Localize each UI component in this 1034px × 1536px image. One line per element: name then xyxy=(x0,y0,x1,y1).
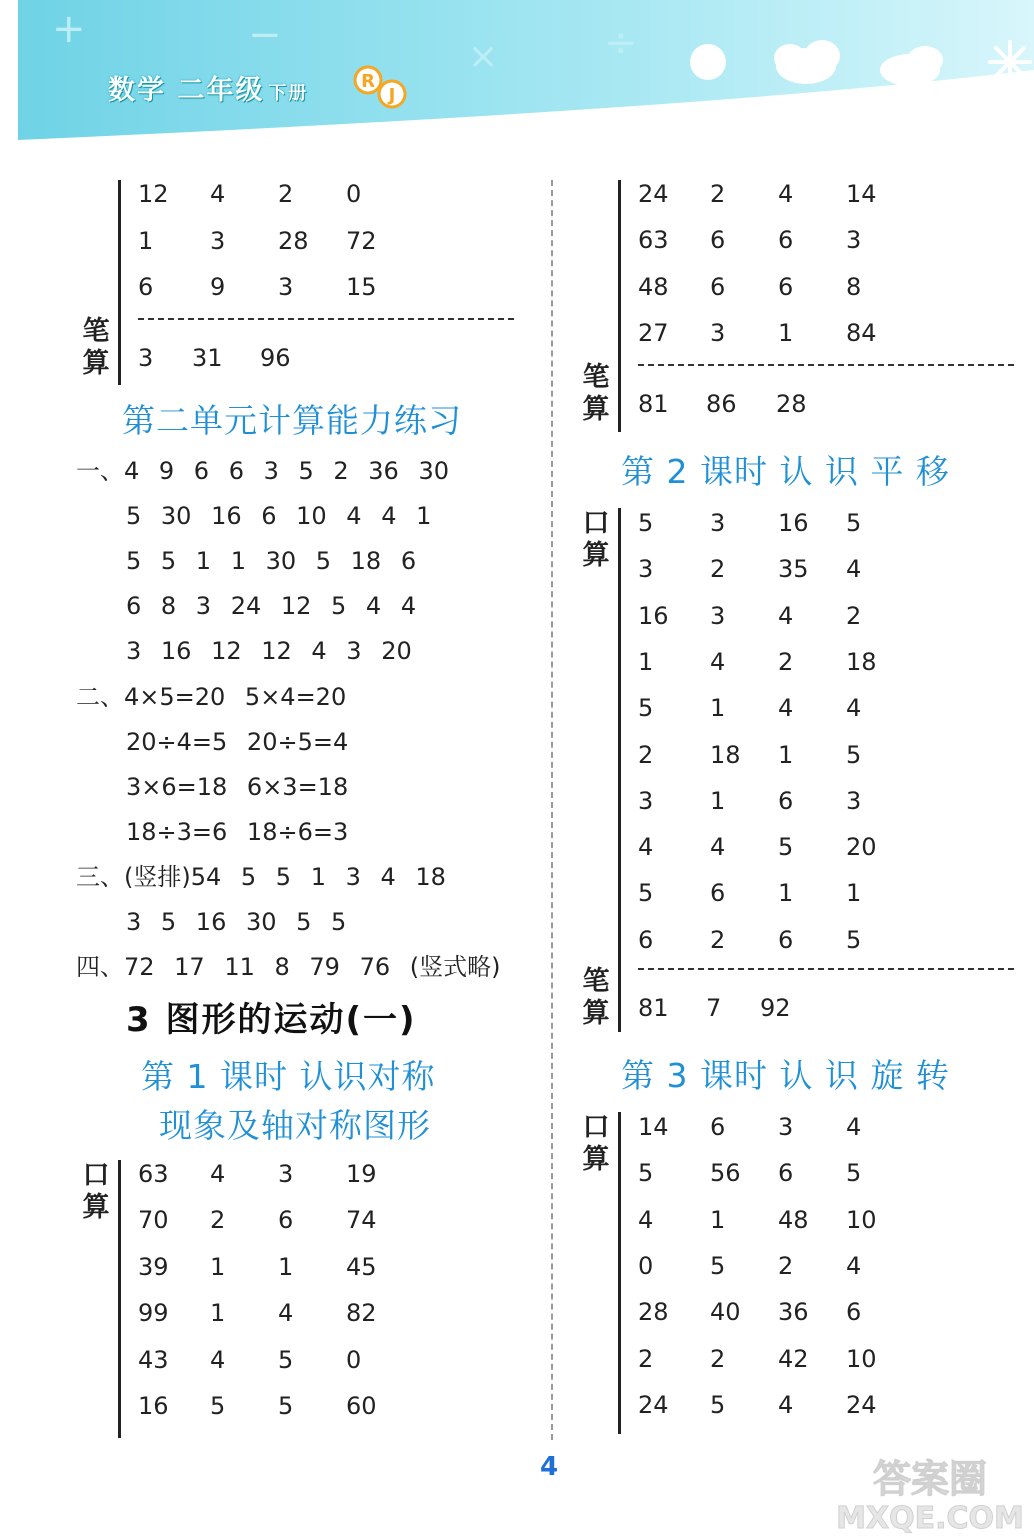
answer-cell: 24 xyxy=(638,1390,669,1419)
answer-cell: 3 xyxy=(710,509,726,537)
answer-cell: 1 xyxy=(846,879,862,908)
answer-cell: 1 xyxy=(778,740,794,769)
answer-cell: 99 xyxy=(138,1299,169,1328)
answer-cell: 12 xyxy=(138,180,169,208)
answer-cell: 8 xyxy=(846,272,862,301)
lesson1-title-line2: 现象及轴对称图形 xyxy=(159,1106,431,1145)
answer-cell: 42 xyxy=(778,1344,809,1373)
written-answer: 7 xyxy=(706,994,722,1022)
answer-cell: 72 xyxy=(346,226,377,255)
svg-text:+: + xyxy=(52,6,86,52)
right-lesson2-written-label: 笔算 xyxy=(582,966,610,1029)
answer-cell: 63 xyxy=(638,226,669,255)
book-volume: 下册 xyxy=(268,83,309,104)
answer-cell: 36 xyxy=(778,1298,809,1327)
answer-cell: 4 xyxy=(778,1390,794,1419)
right-lesson2-dash xyxy=(638,968,1014,970)
written-answer: 81 xyxy=(638,390,669,418)
answer-cell: 5 xyxy=(710,1390,726,1419)
answer-cell: 2 xyxy=(778,647,794,676)
written-answer: 96 xyxy=(260,344,291,372)
answer-cell: 18 xyxy=(710,740,741,769)
written-answer: 28 xyxy=(776,390,807,418)
answer-cell: 28 xyxy=(278,226,309,255)
answer-cell: 43 xyxy=(138,1345,169,1374)
written-answer: 81 xyxy=(638,994,669,1022)
answer-cell: 20 xyxy=(846,833,877,862)
answer-cell: 18 xyxy=(846,647,877,676)
answer-cell: 39 xyxy=(138,1252,169,1281)
lesson2-title: 第 2 课时 认 识 平 移 xyxy=(621,452,950,491)
unit2-line: 一、4 9 6 6 3 5 2 36 30 xyxy=(76,457,449,485)
answer-cell: 60 xyxy=(346,1392,377,1420)
answer-cell: 45 xyxy=(346,1252,377,1281)
written-answer: 92 xyxy=(760,994,791,1022)
answer-cell: 6 xyxy=(778,1159,794,1188)
answer-cell: 82 xyxy=(346,1299,377,1328)
answer-cell: 1 xyxy=(778,318,794,347)
watermark-logo xyxy=(830,1450,1030,1534)
answer-cell: 24 xyxy=(846,1390,877,1419)
answer-cell: 15 xyxy=(346,273,377,301)
rj-badge-icon xyxy=(352,62,412,112)
left-block1-written-label: 笔算 xyxy=(82,316,110,379)
unit2-line: 5 30 16 6 10 4 4 1 xyxy=(126,502,432,531)
answer-cell: 63 xyxy=(138,1160,169,1188)
left-lesson1-oral-label: 口算 xyxy=(82,1160,110,1223)
answer-cell: 2 xyxy=(846,601,862,630)
unit2-line: 四、72 17 11 8 79 76 (竖式略) xyxy=(76,953,501,982)
answer-cell: 48 xyxy=(778,1205,809,1234)
answer-cell: 3 xyxy=(778,1113,794,1141)
book-title xyxy=(108,68,308,107)
unit2-line: 3 5 16 30 5 5 xyxy=(126,908,347,936)
answer-cell: 4 xyxy=(846,694,862,723)
answer-cell: 6 xyxy=(638,925,654,954)
answer-cell: 6 xyxy=(710,1113,726,1141)
left-lesson1-rule xyxy=(118,1160,121,1438)
answer-cell: 5 xyxy=(846,740,862,769)
answer-cell: 2 xyxy=(778,1251,794,1280)
answer-cell: 5 xyxy=(846,509,862,537)
answer-cell: 2 xyxy=(710,555,726,584)
answer-cell: 24 xyxy=(638,180,669,208)
answer-cell: 5 xyxy=(278,1392,294,1420)
written-answer: 86 xyxy=(706,390,737,418)
answer-cell: 5 xyxy=(846,925,862,954)
answer-cell: 3 xyxy=(710,601,726,630)
answer-cell: 5 xyxy=(710,1251,726,1280)
answer-cell: 1 xyxy=(278,1252,294,1281)
answer-cell: 10 xyxy=(846,1205,877,1234)
left-block1-rule xyxy=(118,180,121,385)
answer-cell: 40 xyxy=(710,1298,741,1327)
unit2-line: 二、4×5=20 5×4=20 xyxy=(76,682,347,711)
answer-cell: 3 xyxy=(638,555,654,584)
answer-cell: 4 xyxy=(778,601,794,630)
answer-cell: 5 xyxy=(638,1159,654,1188)
answer-cell: 16 xyxy=(138,1392,169,1420)
answer-cell: 4 xyxy=(710,647,726,676)
answer-cell: 2 xyxy=(210,1206,226,1235)
answer-cell: 4 xyxy=(778,694,794,723)
answer-cell: 2 xyxy=(710,925,726,954)
answer-cell: 6 xyxy=(710,272,726,301)
badge-r: R xyxy=(361,71,375,92)
answer-cell: 4 xyxy=(210,180,226,208)
answer-cell: 3 xyxy=(638,786,654,815)
unit2-line: 6 8 3 24 12 5 4 4 xyxy=(126,592,417,621)
answer-cell: 74 xyxy=(346,1206,377,1235)
badge-j: J xyxy=(388,85,396,106)
answer-cell: 0 xyxy=(346,1345,362,1374)
answer-cell: 4 xyxy=(210,1345,226,1374)
answer-cell: 0 xyxy=(346,180,362,208)
unit2-line: 20÷4=5 20÷5=4 xyxy=(126,727,349,756)
answer-cell: 1 xyxy=(138,226,154,255)
answer-cell: 1 xyxy=(710,786,726,815)
svg-text:−: − xyxy=(248,12,282,58)
answer-cell: 0 xyxy=(638,1251,654,1280)
unit2-line: 18÷3=6 18÷6=3 xyxy=(126,817,349,846)
answer-cell: 3 xyxy=(846,786,862,815)
lesson1-title-line1: 第 1 课时 认识对称 xyxy=(141,1057,436,1096)
watermark-line1: 答案圈 xyxy=(872,1457,988,1501)
answer-cell: 1 xyxy=(778,879,794,908)
answer-cell: 5 xyxy=(638,694,654,723)
chapter3-title: 3 图形的运动(一) xyxy=(126,1000,417,1040)
answer-cell: 4 xyxy=(778,180,794,208)
answer-cell: 35 xyxy=(778,555,809,584)
answer-cell: 6 xyxy=(710,879,726,908)
answer-cell: 3 xyxy=(278,273,294,301)
unit2-line: 3 16 12 12 4 3 20 xyxy=(126,637,412,666)
answer-cell: 4 xyxy=(278,1299,294,1328)
answer-cell: 27 xyxy=(638,318,669,347)
right-lesson2-oral-label: 口算 xyxy=(582,508,610,571)
answer-cell: 2 xyxy=(638,740,654,769)
answer-cell: 6 xyxy=(710,226,726,255)
written-answer: 3 xyxy=(138,344,154,372)
answer-cell: 5 xyxy=(210,1392,226,1420)
answer-cell: 3 xyxy=(710,318,726,347)
answer-cell: 6 xyxy=(846,1298,862,1327)
answer-cell: 14 xyxy=(846,180,877,208)
answer-cell: 56 xyxy=(710,1159,741,1188)
answer-cell: 4 xyxy=(846,1251,862,1280)
answer-cell: 2 xyxy=(638,1344,654,1373)
answer-cell: 16 xyxy=(638,601,669,630)
svg-text:×: × xyxy=(468,36,499,77)
answer-cell: 1 xyxy=(210,1299,226,1328)
answer-cell: 3 xyxy=(210,226,226,255)
answer-cell: 28 xyxy=(638,1298,669,1327)
answer-cell: 4 xyxy=(210,1160,226,1188)
answer-cell: 4 xyxy=(710,833,726,862)
answer-cell: 1 xyxy=(638,647,654,676)
answer-cell: 84 xyxy=(846,318,877,347)
answer-cell: 1 xyxy=(210,1252,226,1281)
answer-cell: 19 xyxy=(346,1160,377,1188)
unit2-title: 第二单元计算能力练习 xyxy=(122,401,462,440)
lesson3-title: 第 3 课时 认 识 旋 转 xyxy=(621,1056,950,1095)
answer-cell: 6 xyxy=(778,786,794,815)
left-block1-dash xyxy=(138,318,514,320)
answer-cell: 10 xyxy=(846,1344,877,1373)
answer-cell: 1 xyxy=(710,694,726,723)
answer-cell: 6 xyxy=(778,925,794,954)
answer-cell: 5 xyxy=(278,1345,294,1374)
answer-cell: 9 xyxy=(210,273,226,301)
unit2-line: 5 5 1 1 30 5 18 6 xyxy=(126,547,417,576)
book-subject-grade: 数学 二年级 xyxy=(108,75,265,106)
right-lesson2-rule xyxy=(618,508,621,1032)
answer-cell: 2 xyxy=(278,180,294,208)
right-lesson3-oral-label: 口算 xyxy=(582,1112,610,1175)
written-answer: 31 xyxy=(192,344,223,372)
answer-cell: 3 xyxy=(846,226,862,255)
answer-cell: 2 xyxy=(710,1344,726,1373)
page-number: 4 xyxy=(540,1452,559,1482)
answer-cell: 1 xyxy=(710,1205,726,1234)
answer-cell: 4 xyxy=(846,1113,862,1141)
answer-cell: 14 xyxy=(638,1113,669,1141)
answer-cell: 48 xyxy=(638,272,669,301)
unit2-line: 3×6=18 6×3=18 xyxy=(126,772,349,801)
answer-cell: 5 xyxy=(778,833,794,862)
right-block1-written-label: 笔算 xyxy=(582,362,610,425)
right-block1-rule xyxy=(618,180,621,432)
answer-cell: 70 xyxy=(138,1206,169,1235)
unit2-line: 三、(竖排)54 5 5 1 3 4 18 xyxy=(76,862,446,891)
right-block1-dash xyxy=(638,364,1014,366)
answer-cell: 6 xyxy=(778,226,794,255)
svg-text:÷: ÷ xyxy=(604,20,638,66)
answer-cell: 5 xyxy=(846,1159,862,1188)
answer-cell: 4 xyxy=(846,555,862,584)
answer-cell: 5 xyxy=(638,509,654,537)
answer-cell: 16 xyxy=(778,509,809,537)
answer-cell: 4 xyxy=(638,833,654,862)
answer-cell: 5 xyxy=(638,879,654,908)
answer-cell: 3 xyxy=(278,1160,294,1188)
watermark-line2: MXQE.COM xyxy=(836,1501,1024,1534)
answer-cell: 2 xyxy=(710,180,726,208)
answer-cell: 6 xyxy=(278,1206,294,1235)
answer-cell: 4 xyxy=(638,1205,654,1234)
answer-cell: 6 xyxy=(778,272,794,301)
column-divider xyxy=(551,180,553,1440)
answer-cell: 6 xyxy=(138,273,154,301)
right-lesson3-rule xyxy=(618,1112,621,1434)
